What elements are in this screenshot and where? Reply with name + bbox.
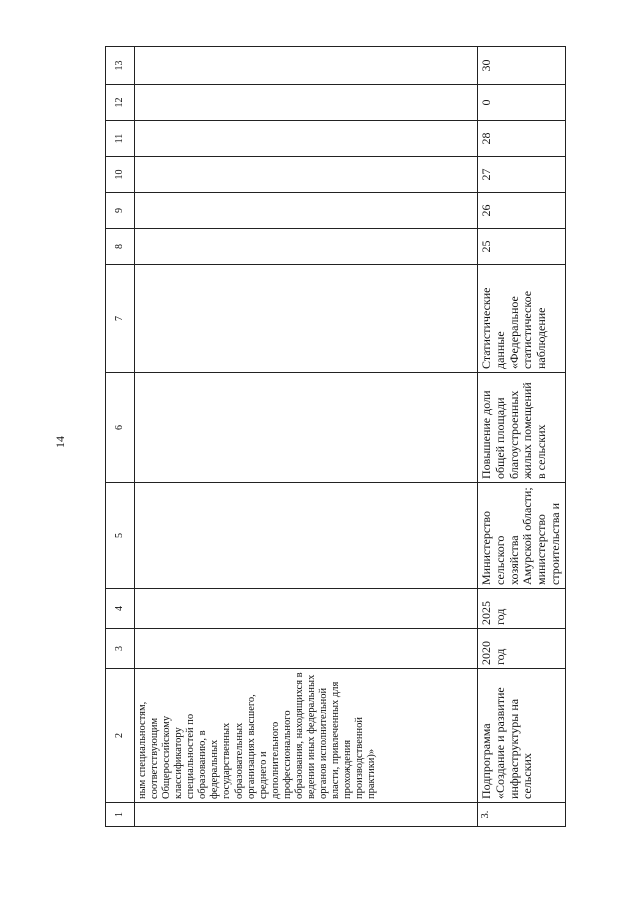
table-cell [135, 803, 478, 827]
program-table [105, 46, 566, 827]
col-number: 7 [106, 265, 135, 373]
column-number-row [106, 47, 135, 827]
table-cell [135, 85, 478, 121]
continued-text-cell: ным специальностям, соответствующим Общероссийскому классификатору специальностей по образованию, в федеральных государственных образовательных организациях высшего, среднего и дополнительного профессионального образования, находящихся в ведении иных федеральных органов исполнительной власти, привлеченных для прохождения производственной практики)» [135, 669, 478, 803]
col-number: 12 [106, 85, 135, 121]
table-cell [135, 47, 478, 85]
value-cell: 26 [478, 193, 566, 229]
page-number: 14 [53, 436, 67, 448]
rotated-page [105, 47, 575, 827]
col-number: 8 [106, 229, 135, 265]
col-number: 10 [106, 157, 135, 193]
table-cell [135, 589, 478, 629]
year-start: 2020 год [478, 629, 566, 669]
row-number: 3. [478, 803, 566, 827]
col-number: 2 [106, 669, 135, 803]
col-number: 1 [106, 803, 135, 827]
col-number: 13 [106, 47, 135, 85]
value-cell: 28 [478, 121, 566, 157]
col-number: 4 [106, 589, 135, 629]
subprogram-title: Подпрограмма «Создание и развитие инфраструктуры на сельских [478, 669, 566, 803]
source-cell: Статистические данные «Федеральное статистическое наблюдение [478, 265, 566, 373]
table-row [478, 47, 566, 827]
table-cell [135, 373, 478, 483]
col-number: 11 [106, 121, 135, 157]
col-number: 9 [106, 193, 135, 229]
table-cell [135, 265, 478, 373]
col-number: 3 [106, 629, 135, 669]
table-cell [135, 193, 478, 229]
value-cell: 25 [478, 229, 566, 265]
col-number: 6 [106, 373, 135, 483]
value-cell: 27 [478, 157, 566, 193]
value-cell: 30 [478, 47, 566, 85]
result-cell: Повышение доли общей площади благоустроенных жилых помещений в сельских [478, 373, 566, 483]
executor-cell: Министерство сельского хозяйства Амурской области; министерство строительства и [478, 483, 566, 589]
table-cell [135, 121, 478, 157]
value-cell: 0 [478, 85, 566, 121]
table-row [135, 47, 478, 827]
table-cell [135, 483, 478, 589]
col-number: 5 [106, 483, 135, 589]
table-cell [135, 229, 478, 265]
table-cell [135, 157, 478, 193]
table-cell [135, 629, 478, 669]
year-end: 2025 год [478, 589, 566, 629]
